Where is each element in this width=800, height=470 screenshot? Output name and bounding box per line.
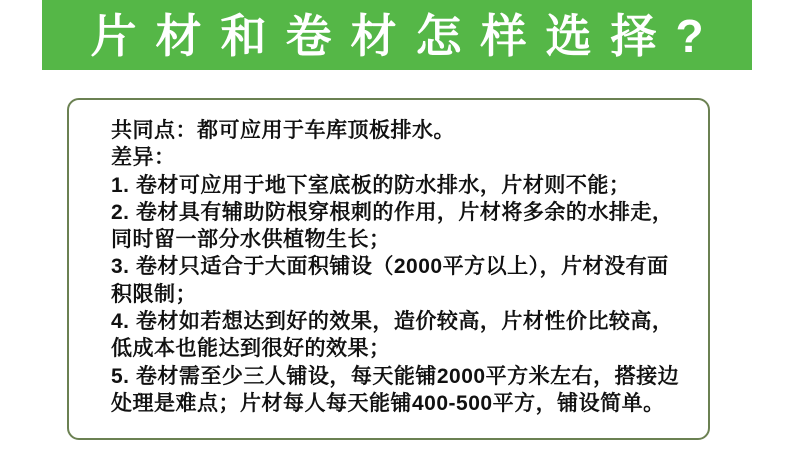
text-line: 低成本也能达到很好的效果； [111, 337, 391, 361]
text-line: 处理是难点；片材每人每天能铺400-500平方，铺设简单。 [111, 391, 665, 415]
text-line: 共同点：都可应用于车库顶板排水。 [111, 119, 455, 142]
text-line: 1. 卷材可应用于地下室底板的防水排水，片材则不能； [111, 173, 631, 197]
text-line: 同时留一部分水供植物生长； [111, 228, 391, 252]
comparison-text-block [111, 117, 688, 417]
title-banner [42, 0, 752, 70]
text-line: 5. 卷材需至少三人铺设，每天能铺2000平方米左右，搭接边 [111, 364, 680, 388]
text-line: 2. 卷材具有辅助防根穿根刺的作用，片材将多余的水排走， [111, 200, 674, 224]
text-line: 积限制； [111, 282, 197, 306]
page-title: 片材和卷材怎样选择? [90, 10, 723, 62]
text-line: 差异： [111, 146, 176, 170]
text-line: 4. 卷材如若想达到好的效果，造价较高，片材性价比较高， [111, 310, 674, 334]
comparison-box [67, 98, 710, 440]
text-line: 3. 卷材只适合于大面积铺设（2000平方以上），片材没有面 [111, 255, 669, 279]
